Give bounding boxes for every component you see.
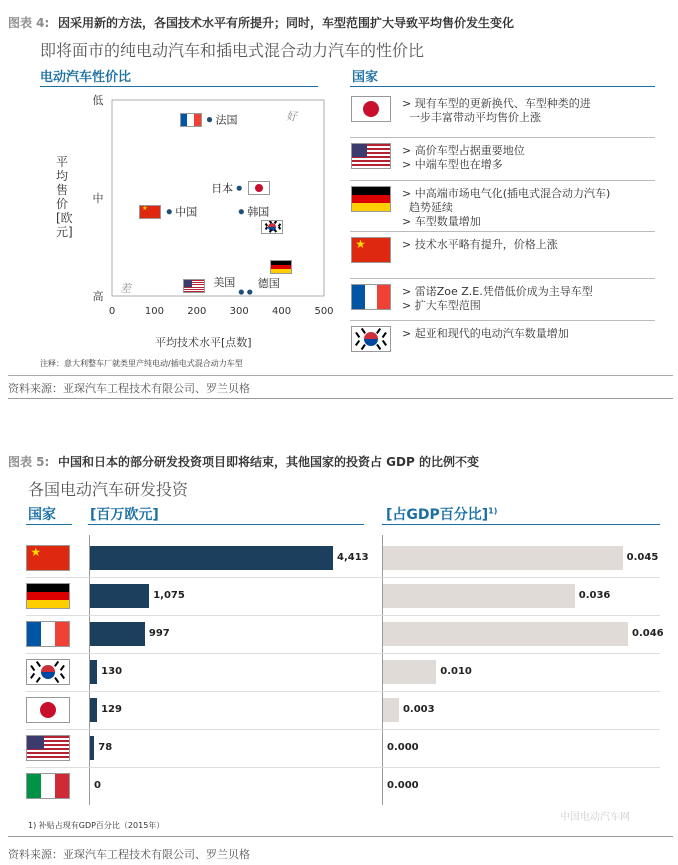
fig4-right-head: 国家 [352,70,379,85]
investment-value-label: 129 [101,704,122,715]
country-bullet: 一步丰富带动平均售价上涨 [402,111,541,124]
scatter-point-label: 日本 [211,182,234,196]
investment-bar [90,584,149,608]
investment-value-label: 997 [148,628,170,639]
germany-flag-icon [270,260,292,274]
y-tick-label: 低 [92,94,104,107]
gdp-share-bar [383,660,436,684]
gdp-share-value-label: 0.036 [578,590,611,601]
gdp-share-bar [383,546,623,570]
france-flag-icon [26,621,70,647]
col-country: 国家 [28,507,56,523]
country-description [402,327,569,341]
scatter-point-label: 德国 [257,277,280,291]
japan-flag-icon [351,96,391,122]
scatter-point [239,289,244,294]
korea-flag-icon [351,326,391,352]
germany-flag-icon [351,186,391,212]
good-label: 好 [286,110,297,123]
investment-bar [90,546,333,570]
fig4-big-title: 即将面市的纯电动汽车和插电式混合动力汽车的性价比 [40,41,425,60]
country-bullet: > 车型数量增加 [402,215,481,228]
investment-value-label: 78 [98,742,113,753]
fig5-source: 资料来源：亚琛汽车工程技术有限公司、罗兰贝格 [8,848,250,861]
x-tick-label: 0 [108,306,116,317]
gdp-share-value-label: 0.046 [632,628,664,639]
investment-value-label: 4,413 [337,552,369,563]
fig4-left-head: 电动汽车性价比 [40,70,132,85]
japan-flag-icon [26,697,70,723]
france-flag-icon [351,284,391,310]
usa-flag-icon [26,735,70,761]
fig5-footnote: 1) 补贴占现有GDP百分比（2015年） [28,821,165,830]
plot-frame [112,100,324,296]
country-description [402,238,558,252]
investment-value-label: 1,075 [153,590,185,601]
fig4-source: 资料来源：亚琛汽车工程技术有限公司、罗兰贝格 [8,382,250,395]
fig4-title: 因采用新的方法，各国技术水平有所提升；同时，车型范围扩大导致平均售价发生变化 [58,16,515,30]
x-tick-label: 500 [314,306,334,317]
col-gdp: [占GDP百分比]$^{1)}$ [386,506,498,523]
usa-flag-icon [183,279,205,293]
korea-flag-icon [26,659,70,685]
scatter-point [239,209,244,214]
investment-value-label: 130 [101,666,123,677]
investment-bar [90,660,97,684]
gdp-share-value-label: 0.000 [387,742,419,753]
fig5-title: 中国和日本的部分研发投资项目即将结束，其他国家的投资占 GDP 的比例不变 [58,455,479,469]
investment-value-label: 0 [94,780,101,791]
investment-bar [90,698,97,722]
scatter-chart [40,88,340,368]
china-flag-icon: ★ [139,205,161,219]
investment-bar [90,622,145,646]
gdp-share-value-label: 0.010 [440,666,472,677]
country-description [402,144,525,172]
country-description [402,97,591,125]
fig4-note: 注释：意大利整车厂就类里产纯电动/插电式混合动力车型 [40,359,243,368]
x-tick-label: 100 [144,306,164,317]
fig5-big-title: 各国电动汽车研发投资 [28,480,189,499]
gdp-share-value-label: 0.003 [402,704,435,715]
gdp-share-value-label: 0.045 [626,552,659,563]
scatter-point-label: 中国 [175,205,198,219]
y-tick-label: 高 [92,290,104,303]
scatter-xlabel: 平均技术水平[点数] [155,336,252,349]
gdp-share-value-label: 0.000 [387,780,419,791]
x-tick-label: 300 [229,306,249,317]
country-bullet: > 扩大车型范围 [402,299,481,312]
country-description [402,285,593,313]
japan-flag-icon [248,181,270,195]
scatter-point [247,289,252,294]
x-tick-label: 400 [272,306,292,317]
usa-flag-icon [351,143,391,169]
country-bullet: > 雷诺Zoe Z.E.凭借低价成为主导车型 [402,285,593,298]
korea-flag-icon [261,220,283,234]
scatter-point-label: 美国 [213,276,236,290]
china-flag-icon: ★ [351,237,391,263]
france-flag-icon [180,113,202,127]
scatter-point-label: 法国 [215,113,238,127]
scatter-point-label: 韩国 [247,205,270,219]
scatter-point [167,209,172,214]
scatter-point [237,186,242,191]
y-tick-label: 中 [92,192,104,205]
gdp-share-bar [383,698,399,722]
country-bullet: > 现有车型的更新换代、车型种类的进 [402,97,591,110]
china-flag-icon: ★ [26,545,70,571]
col-million: [百万欧元] [90,507,159,523]
fig4-label: 图表 4: [8,16,50,30]
country-bullet: > 中端车型也在增多 [402,158,503,171]
country-bullet: > 起亚和现代的电动汽车数量增加 [402,327,569,340]
x-tick-label: 200 [187,306,207,317]
country-description [402,187,610,229]
scatter-ylabel: 平均售价[欧元] [56,155,73,239]
scatter-point [207,117,212,122]
country-bullet: 趋势延续 [402,201,453,214]
fig5-label: 图表 5: [8,455,50,469]
watermark-logo: 中国电动汽车网 [560,812,630,823]
italy-flag-icon [26,773,70,799]
germany-flag-icon [26,583,70,609]
gdp-share-bar [383,584,575,608]
investment-bar [90,736,94,760]
country-bullet: > 高价车型占据重要地位 [402,144,525,157]
bad-label: 差 [120,282,131,295]
country-bullet: > 技术水平略有提升，价格上涨 [402,238,558,251]
gdp-share-bar [383,622,628,646]
country-bullet: > 中高端市场电气化(插电式混合动力汽车) [402,187,611,200]
